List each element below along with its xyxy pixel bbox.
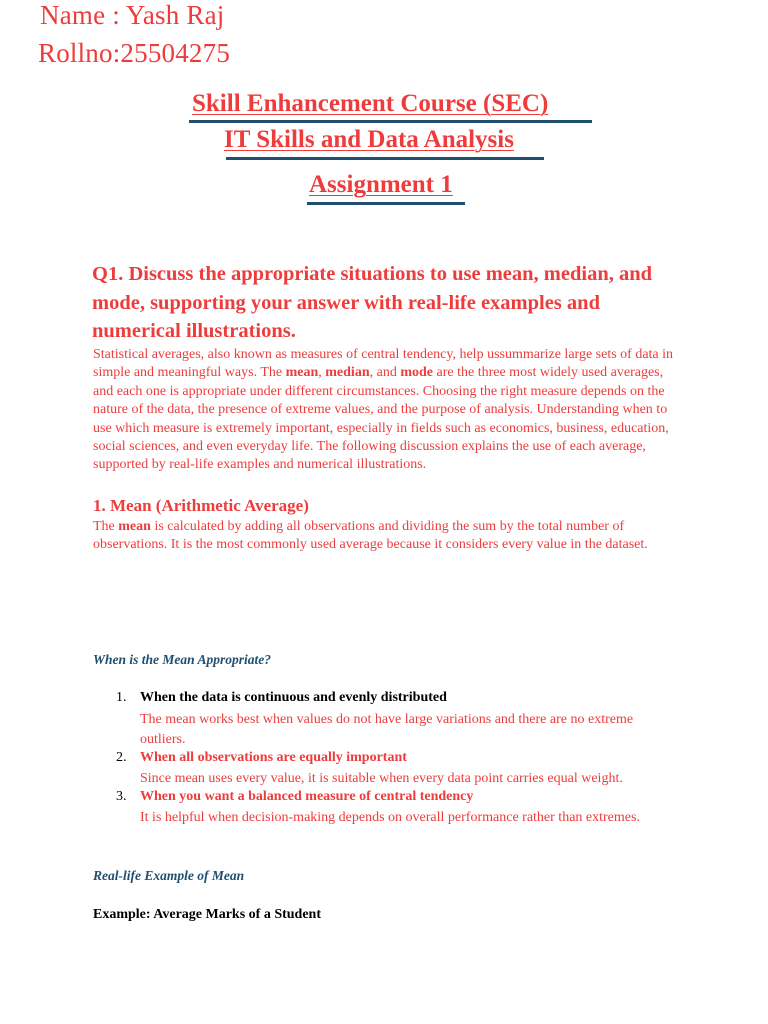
subject-title-underline-bar (226, 157, 544, 160)
list-number: 2. (116, 750, 127, 765)
list-number: 3. (116, 789, 127, 804)
assignment-title: Assignment 1 (309, 171, 453, 198)
list-item-text: The mean works best when values do not have large variations and there are no extreme outliers. (140, 712, 634, 747)
term-median: median (325, 365, 370, 381)
real-life-example-heading: Real-life Example of Mean (93, 868, 245, 883)
course-title: Skill Enhancement Course (SEC) (192, 90, 549, 117)
term-mode: mode (400, 365, 433, 381)
section-mean-text: The mean is calculated by adding all observations and dividing the sum by the total number of observations. It is the most commonly used average because it considers every value in the dataset. (93, 519, 648, 553)
list-item-heading: When you want a balanced measure of central tendency (140, 789, 474, 804)
list-item-text: Since mean uses every value, it is suitable when every data point carries equal weight. (140, 771, 623, 786)
list-item-text: It is helpful when decision-making depends on overall performance rather than extremes. (140, 810, 640, 825)
list-item-heading: When the data is continuous and evenly distributed (140, 690, 447, 705)
list-number: 1. (116, 690, 127, 705)
term-mean: mean (285, 365, 319, 381)
student-name: Name : Yash Raj (40, 0, 225, 30)
assignment-title-underline-bar (307, 202, 465, 205)
student-rollno: Rollno:25504275 (38, 38, 231, 68)
list-item-heading: When all observations are equally important (140, 750, 407, 765)
question-heading: Q1. Discuss the appropriate situations to use mean, median, and mode, supporting your answer with real-life examples and numerical illustrations. (92, 263, 653, 342)
section-mean-heading: 1. Mean (Arithmetic Average) (93, 496, 309, 515)
course-title-underline-bar (189, 120, 592, 123)
intro-paragraph: Statistical averages, also known as measures of central tendency, help ussummarize large sets of data in simple and meaningful ways. The mean, median, and mode are the three most widely used averages, and each one is appropriate under different circumstances. Choosing the right measure depends on the nature of the data, the presence of extreme values, and the purpose of analysis. Understanding when to use which measure is extremely important, especially in fields such as economics, business, education, social sciences, and even everyday life. The following discussion explains the use of each average, supported by real-life examples and numerical illustrations. (93, 347, 674, 473)
when-mean-appropriate-heading: When is the Mean Appropriate? (93, 652, 272, 667)
subject-title: IT Skills and Data Analysis (224, 126, 514, 153)
example-heading: Example: Average Marks of a Student (93, 907, 321, 922)
